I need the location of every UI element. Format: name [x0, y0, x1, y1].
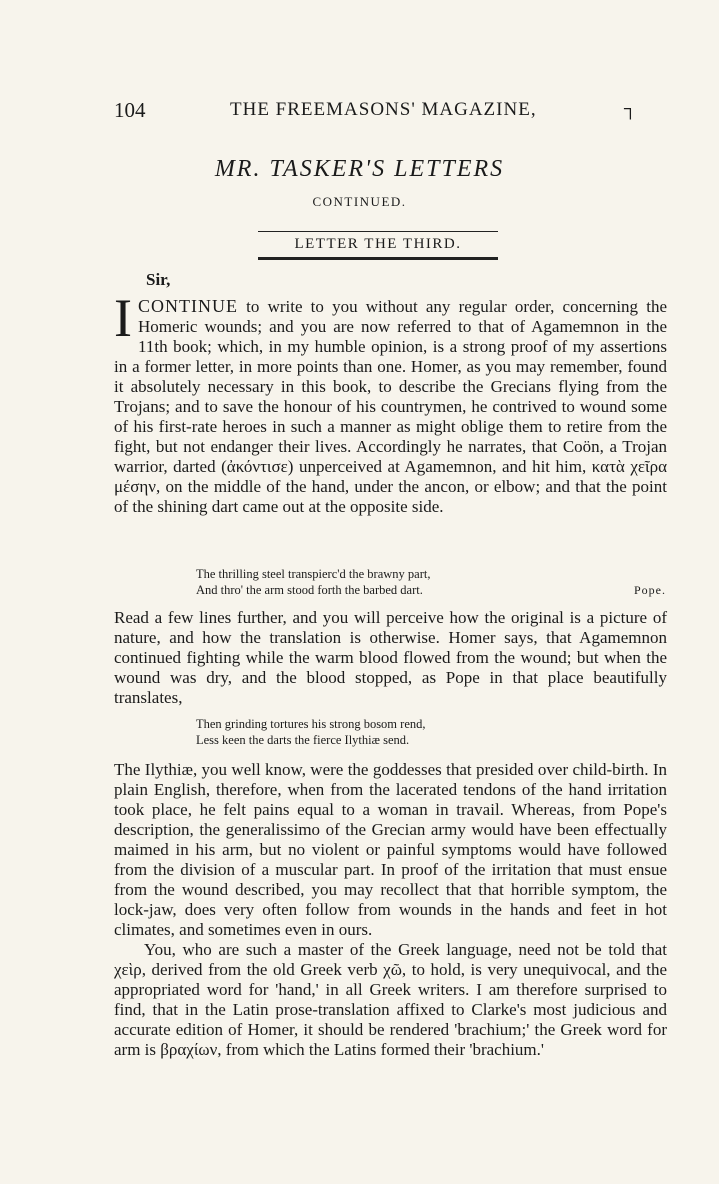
salutation: Sir, — [146, 270, 171, 289]
running-head: THE FREEMASONS' MAGAZINE, — [230, 99, 537, 120]
page-number: 104 — [114, 98, 146, 122]
paragraph-3-4 — [114, 760, 667, 1060]
corner-mark: ┐ — [624, 98, 637, 118]
verse-1-line-2: And thro' the arm stood forth the barbed dart. — [196, 583, 423, 597]
letter-heading: LETTER THE THIRD. — [294, 236, 462, 252]
verse-quote-1 — [196, 566, 666, 598]
paragraph-1-text: to write to you without any regular order, concerning the Homeric wounds; and you are now referred to that of Agamemnon in the 11th book; which, in my humble opinion, is a strong proof of my assertions in a former letter, in more points than one. Homer, as you may remember, found it absolutely necessary in this book, to describe the Grecians flying from the Trojans; and to save the honour of his countrymen, he contrived to wound some of his first-rate heroes in such a manner as might oblige them to retire from the fight, but not endanger their lives. Accordingly he narrates, that Coön, a Trojan warrior, darted (ἀκόντισε) unperceived at Agamemnon, and hit him, κατὰ χεῖρα μέσην, on the middle of the hand, under the ancon, or elbow; and that the point of the shining dart came out at the opposite side. — [114, 297, 667, 516]
rule-bottom — [258, 257, 498, 260]
paragraph-2 — [114, 608, 667, 708]
rule-top — [258, 231, 498, 232]
article-subtitle: CONTINUED. — [312, 194, 407, 209]
paragraph-3-text: The Ilythiæ, you well know, were the goddesses that presided over child-birth. In plain English, therefore, when from the lacerated tendons of the hand irritation took place, he felt pains equal to a woman in travail. Whereas, from Pope's description, the generalissimo of the Grecian army would have been effectually maimed in his arm, but no violent or painful symptoms would have followed from the division of a muscular part. In proof of the irritation that must ensue from the wound described, you may recollect that that horrible symptom, the lock-jaw, does very often follow from wounds in the hands and feet in hot climates, and sometimes even in ours. — [114, 760, 667, 939]
verse-attribution: Pope. — [634, 583, 666, 597]
lead-word: CONTINUE — [137, 296, 238, 316]
verse-2-line-2: Less keen the darts the fierce Ilythiæ send. — [196, 733, 410, 747]
verse-quote-2 — [196, 716, 666, 748]
paragraph-1 — [114, 288, 667, 517]
verse-2-line-1: Then grinding tortures his strong bosom rend, — [196, 717, 426, 731]
drop-cap: I — [114, 288, 132, 348]
paragraph-2-text: Read a few lines further, and you will perceive how the original is a picture of nature, and how the translation is otherwise. Homer says, that Agamemnon continued fighting while the warm blood flowed from the wound; but when the wound was dry, and the blood stopped, as Pope in that place beautifully translates, — [114, 608, 667, 707]
paragraph-4-text: You, who are such a master of the Greek language, need not be told that χεὶρ, derived from the old Greek verb χῶ, to hold, is very unequivocal, and the appropriated word for 'hand,' in all Greek writers. I am therefore surprised to find, that in the Latin prose-translation affixed to Clarke's most judicious and accurate edition of Homer, it should be rendered 'brachium;' the Greek word for arm is βραχίων, from which the Latins formed their 'brachium.' — [114, 940, 667, 1059]
verse-1-line-1: The thrilling steel transpierc'd the brawny part, — [196, 567, 431, 581]
article-title: MR. TASKER'S LETTERS — [214, 156, 505, 182]
page-header — [114, 98, 637, 128]
